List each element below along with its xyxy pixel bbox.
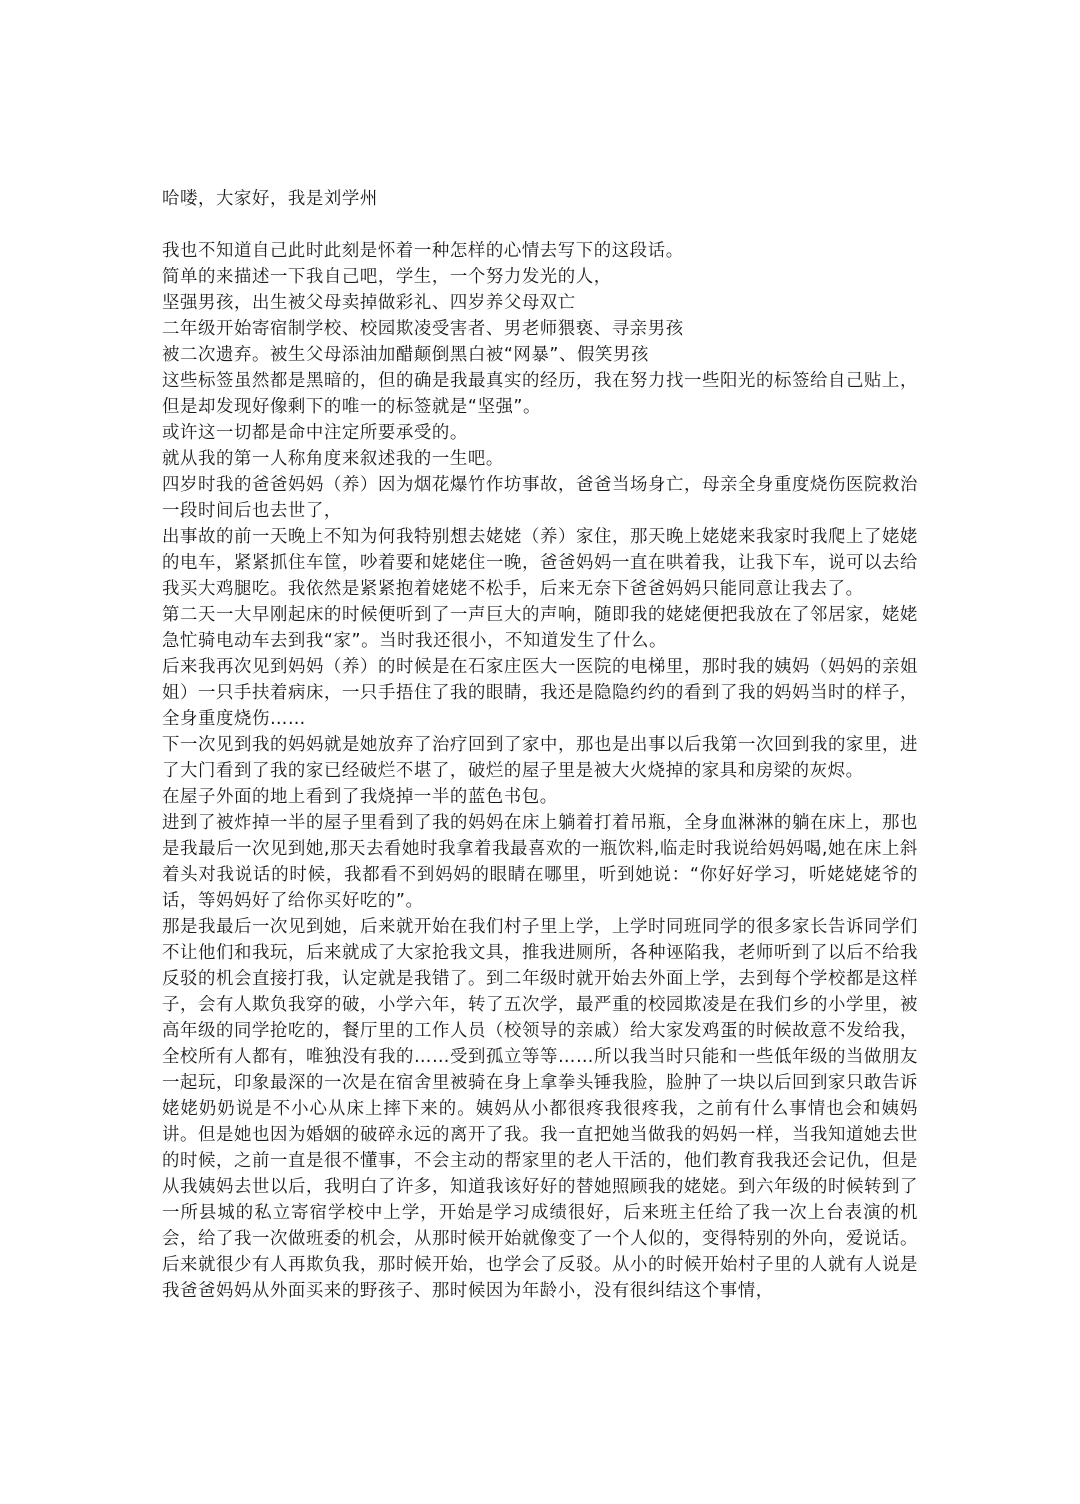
paragraph-2: 简单的来描述一下我自己吧，学生，一个努力发光的人， <box>162 267 612 287</box>
paragraph-10: 出事故的前一天晚上不知为何我特别想去姥姥（养）家住，那天晚上姥姥来我家时我爬上了姥姥的电车，紧紧抓住车筐，吵着要和姥姥住一晚，爸爸妈妈一直在哄着我，让我下车，说可以去给我买大鸡腿吃。我依然是紧紧抱着姥姥不松手，后来无奈下爸爸妈妈只能同意让我去了。 <box>162 527 918 599</box>
paragraph-12: 后来我再次见到妈妈（养）的时候是在石家庄医大一医院的电梯里，那时我的姨妈（妈妈的亲姐姐）一只手扶着病床，一只手捂住了我的眼睛，我还是隐隐约约的看到了我的妈妈当时的样子，全身重度烧伤…… <box>162 657 918 729</box>
paragraph-6: 这些标签虽然都是黑暗的，但的确是我最真实的经历，我在努力找一些阳光的标签给自己贴上，但是却发现好像剩下的唯一的标签就是“坚强”。 <box>162 371 918 417</box>
paragraph-5: 被二次遗弃。被生父母添油加醋颠倒黑白被“网暴”、假笑男孩 <box>162 345 649 365</box>
paragraph-3: 坚强男孩，出生被父母卖掉做彩礼、四岁养父母双亡 <box>162 293 576 313</box>
paragraph-11: 第二天一大早刚起床的时候便听到了一声巨大的声响，随即我的姥姥便把我放在了邻居家，姥姥急忙骑电动车去到我“家”。当时我还很小，不知道发生了什么。 <box>162 605 918 651</box>
paragraph-8: 就从我的第一人称角度来叙述我的一生吧。 <box>162 449 504 469</box>
document-body <box>162 186 918 1304</box>
document-greeting: 哈喽，大家好，我是刘学州 <box>162 189 378 209</box>
paragraph-9: 四岁时我的爸爸妈妈（养）因为烟花爆竹作坊事故，爸爸当场身亡，母亲全身重度烧伤医院救治一段时间后也去世了， <box>162 475 918 521</box>
blank-line <box>162 212 918 238</box>
paragraph-7: 或许这一切都是命中注定所要承受的。 <box>162 423 468 443</box>
paragraph-14: 在屋子外面的地上看到了我烧掉一半的蓝色书包。 <box>162 787 558 807</box>
paragraph-1: 我也不知道自己此时此刻是怀着一种怎样的心情去写下的这段话。 <box>162 241 684 261</box>
paragraph-16: 那是我最后一次见到她，后来就开始在我们村子里上学，上学时同班同学的很多家长告诉同学们不让他们和我玩，后来就成了大家抢我文具，推我进厕所，各种诬陷我，老师听到了以后不给我反驳的机会直接打我，认定就是我错了。到二年级时就开始去外面上学，去到每个学校都是这样子，会有人欺负我穿的破，小学六年，转了五次学，最严重的校园欺凌是在我们乡的小学里，被高年级的同学抢吃的，餐厅里的工作人员（校领导的亲戚）给大家发鸡蛋的时候故意不发给我，全校所有人都有，唯独没有我的……受到孤立等等……所以我当时只能和一些低年级的当做朋友一起玩，印象最深的一次是在宿舍里被骑在身上拿拳头锤我脸，脸肿了一块以后回到家只敢告诉姥姥奶奶说是不小心从床上摔下来的。姨妈从小都很疼我很疼我，之前有什么事情也会和姨妈讲。但是她也因为婚姻的破碎永远的离开了我。我一直把她当做我的妈妈一样，当我知道她去世的时候，之前一直是很不懂事，不会主动的帮家里的老人干活的，他们教育我我还会记仇，但是从我姨妈去世以后，我明白了许多，知道我该好好的替她照顾我的姥姥。到六年级的时候转到了一所县城的私立寄宿学校中上学，开始是学习成绩很好，后来班主任给了我一次上台表演的机会，给了我一次做班委的机会，从那时候开始就像变了一个人似的，变得特别的外向，爱说话。后来就很少有人再欺负我，那时候开始，也学会了反驳。从小的时候开始村子里的人就有人说是我爸爸妈妈从外面买来的野孩子、那时候因为年龄小，没有很纠结这个事情， <box>162 917 918 1301</box>
paragraph-4: 二年级开始寄宿制学校、校园欺凌受害者、男老师猥亵、寻亲男孩 <box>162 319 684 339</box>
paragraph-13: 下一次见到我的妈妈就是她放弃了治疗回到了家中，那也是出事以后我第一次回到我的家里，进了大门看到了我的家已经破烂不堪了，破烂的屋子里是被大火烧掉的家具和房梁的灰烬。 <box>162 735 918 781</box>
paragraph-15: 进到了被炸掉一半的屋子里看到了我的妈妈在床上躺着打着吊瓶，全身血淋淋的躺在床上，那也是我最后一次见到她,那天去看她时我拿着我最喜欢的一瓶饮料,临走时我说给妈妈喝,她在床上斜着头对我说话的时候，我都看不到妈妈的眼睛在哪里，听到她说：“你好好学习，听姥姥姥爷的话，等妈妈好了给你买好吃的”。 <box>162 813 919 911</box>
